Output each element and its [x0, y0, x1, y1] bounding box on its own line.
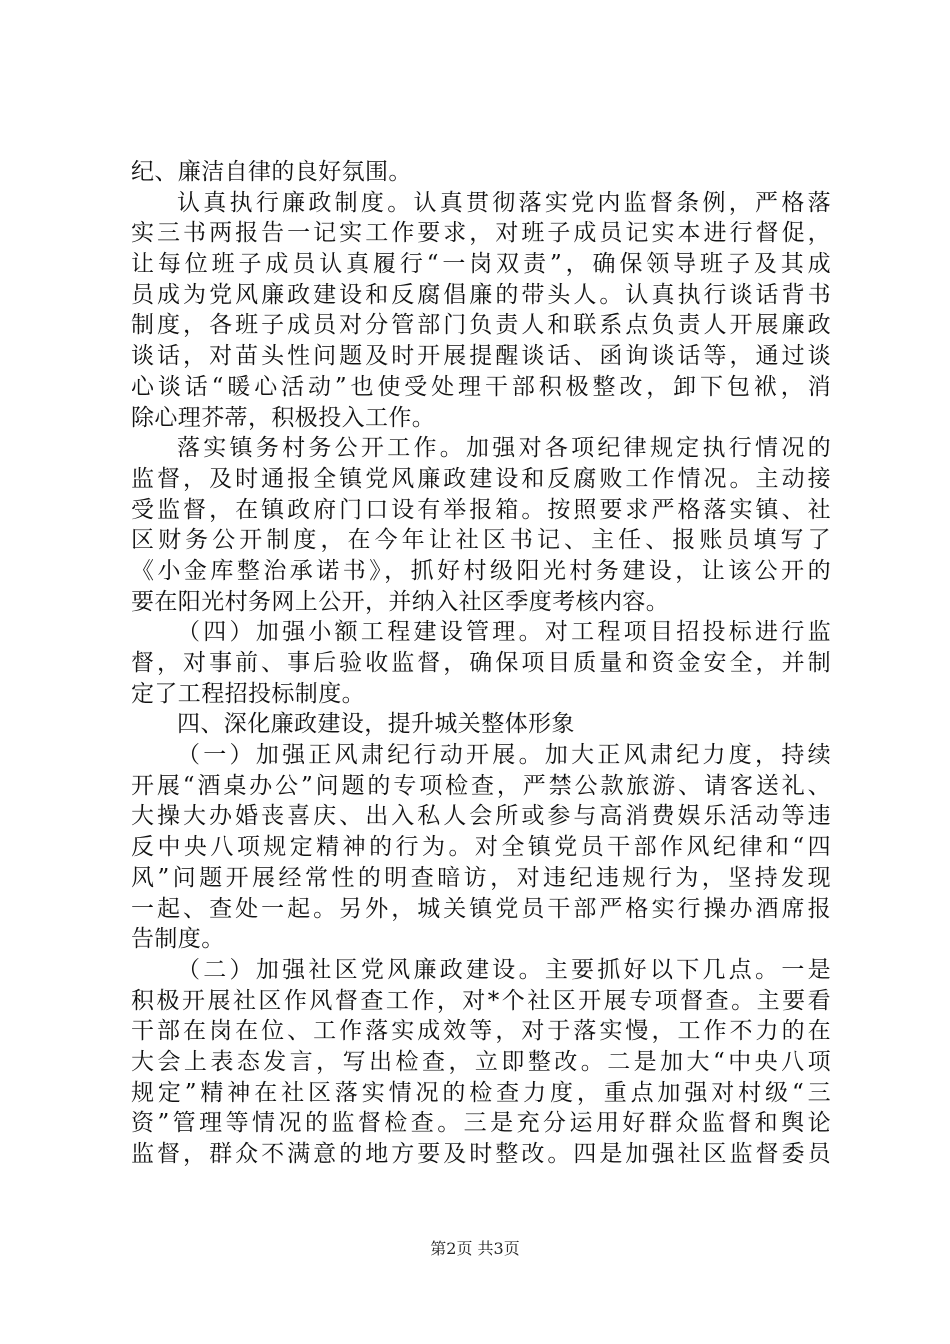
text-line: 《小金库整治承诺书》，抓好村级阳光村务建设，让该公开的 — [131, 557, 831, 584]
text-line: 告制度。 — [131, 926, 225, 953]
text-line: 开展“酒桌办公”问题的专项检查，严禁公款旅游、请客送礼、 — [131, 772, 831, 799]
text-line: 实三书两报告一记实工作要求，对班子成员记实本进行督促， — [131, 220, 831, 247]
paragraph-start-line: （一）加强正风肃纪行动开展。加大正风肃纪力度，持续 — [177, 742, 831, 769]
text-line: 干部在岗在位、工作落实成效等，对于落实慢，工作不力的在 — [131, 1018, 831, 1045]
paragraph-start-line: 落实镇务村务公开工作。加强对各项纪律规定执行情况的 — [177, 435, 831, 462]
text-line: 规定”精神在社区落实情况的检查力度，重点加强对村级“三 — [131, 1079, 831, 1106]
text-line: 督，对事前、事后验收监督，确保项目质量和资金安全，并制 — [131, 650, 831, 676]
text-line: 监督，群众不满意的地方要及时整改。四是加强社区监督委员 — [131, 1141, 831, 1167]
text-line: 监督，及时通报全镇党风廉政建设和反腐败工作情况。主动接 — [131, 465, 831, 492]
document-body — [131, 157, 831, 1170]
text-line: 让每位班子成员认真履行“一岗双责”，确保领导班子及其成 — [131, 251, 831, 278]
text-line: 谈话，对苗头性问题及时开展提醒谈话、函询谈话等，通过谈 — [131, 343, 831, 370]
text-line: 区财务公开制度，在今年让社区书记、主任、报账员填写了 — [131, 527, 831, 554]
text-line: 要在阳光村务网上公开，并纳入社区季度考核内容。 — [131, 588, 670, 615]
text-line: 受监督，在镇政府门口设有举报箱。按照要求严格落实镇、社 — [131, 496, 831, 523]
paragraph-start-line: （二）加强社区党风廉政建设。主要抓好以下几点。一是 — [177, 956, 831, 983]
text-line: 制度，各班子成员对分管部门负责人和联系点负责人开展廉政 — [131, 312, 831, 339]
text-line: 定了工程招投标制度。 — [131, 680, 365, 707]
paragraph-start-line: （四）加强小额工程建设管理。对工程项目招投标进行监 — [177, 619, 831, 646]
text-line: 纪、廉洁自律的良好氛围。 — [131, 159, 412, 185]
text-line: 心谈话“暖心活动”也使受处理干部积极整改，卸下包袱，消 — [131, 373, 831, 400]
text-line: 风”问题开展经常性的明查暗访，对违纪违规行为，坚持发现 — [131, 864, 831, 891]
text-line: 反中央八项规定精神的行为。对全镇党员干部作风纪律和“四 — [131, 834, 831, 861]
text-line: 资”管理等情况的监督检查。三是充分运用好群众监督和舆论 — [131, 1110, 831, 1137]
text-line: 大会上表态发言，写出检查，立即整改。二是加大“中央八项 — [131, 1048, 831, 1075]
section-heading: 四、深化廉政建设，提升城关整体形象 — [177, 711, 575, 738]
paragraph-start-line: 认真执行廉政制度。认真贯彻落实党内监督条例，严格落 — [177, 189, 831, 216]
text-line: 积极开展社区作风督查工作，对*个社区开展专项督查。主要看 — [131, 987, 831, 1014]
page-number-footer: 第2页 共3页 — [430, 1239, 520, 1258]
text-line: 大操大办婚丧喜庆、出入私人会所或参与高消费娱乐活动等违 — [131, 803, 831, 830]
text-line: 除心理芥蒂，积极投入工作。 — [131, 404, 436, 431]
text-line: 一起、查处一起。另外，城关镇党员干部严格实行操办酒席报 — [131, 895, 831, 922]
text-line: 员成为党风廉政建设和反腐倡廉的带头人。认真执行谈话背书 — [131, 281, 831, 308]
